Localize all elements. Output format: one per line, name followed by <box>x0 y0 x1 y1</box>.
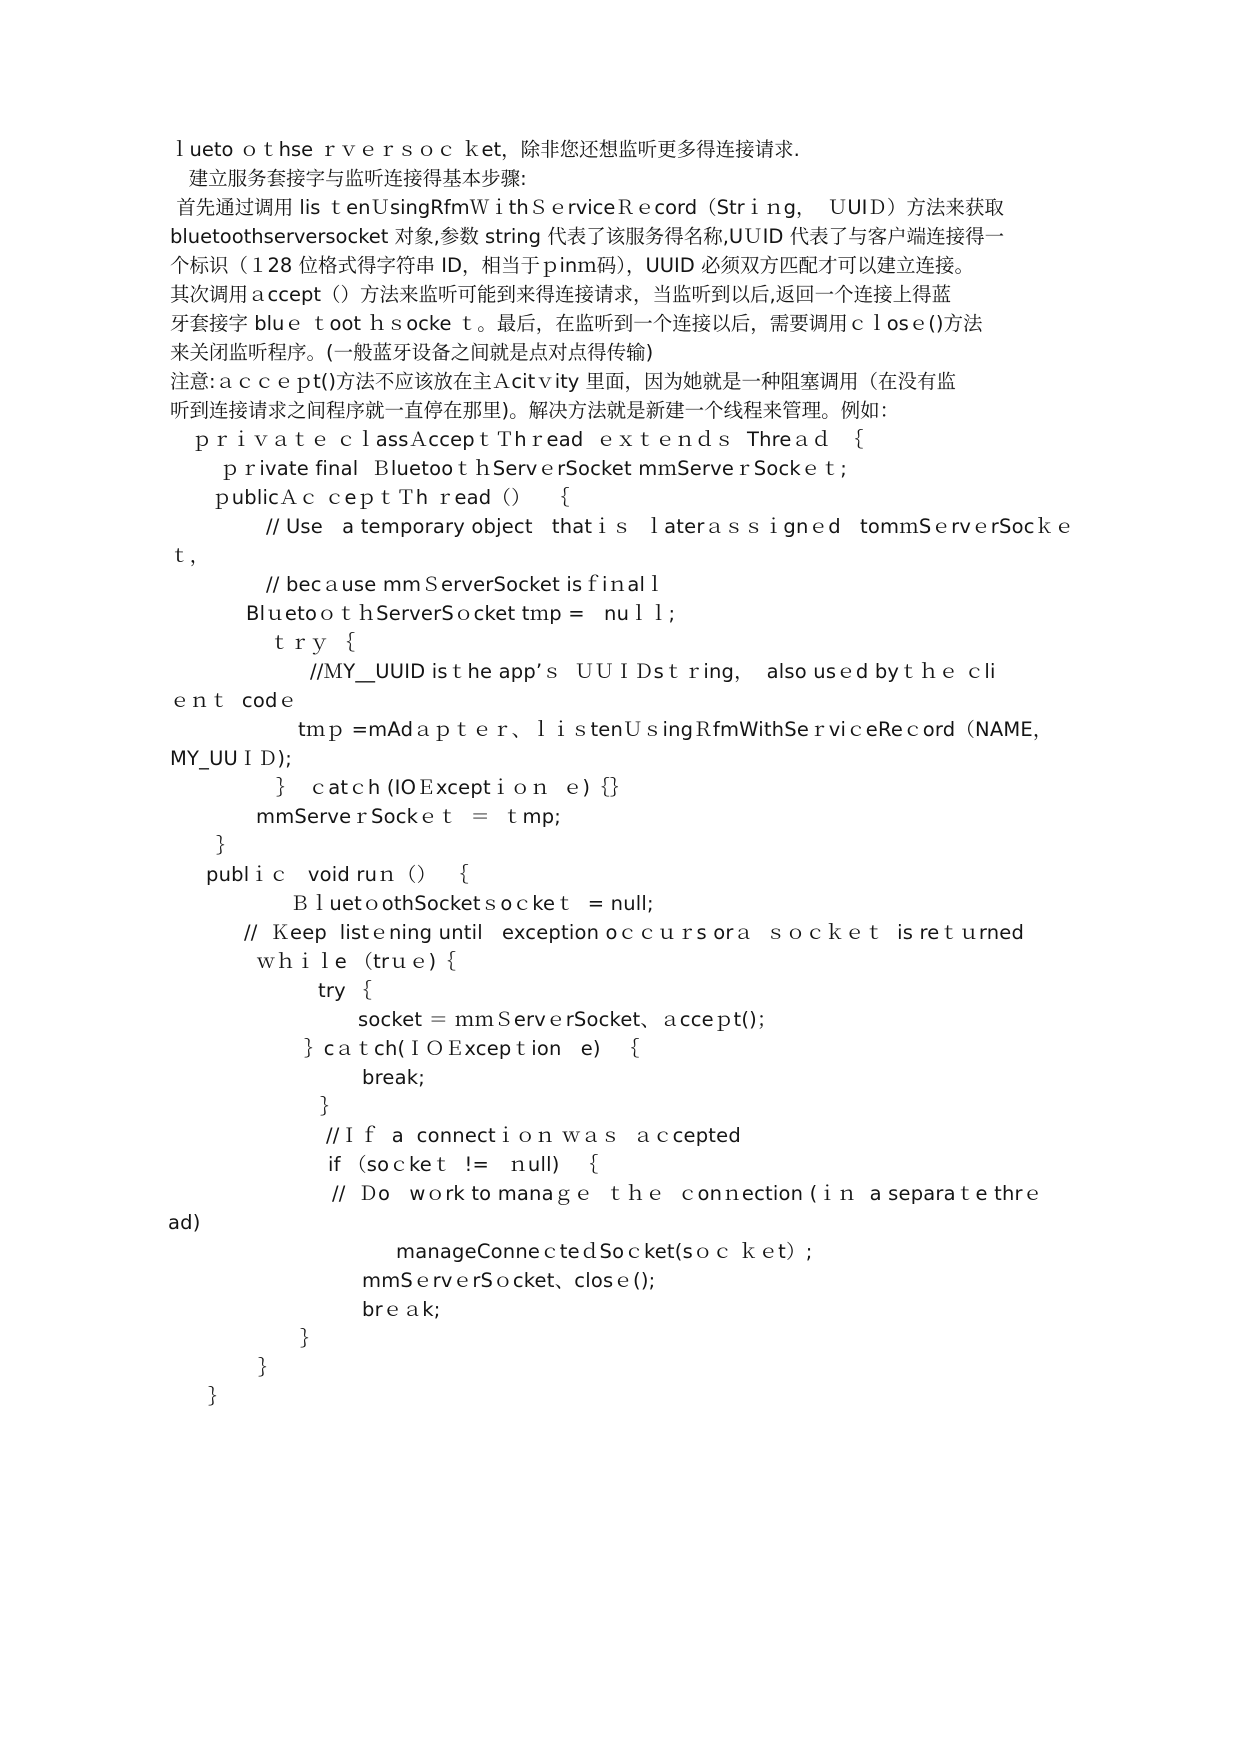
code-line: ｐｒivate final ＢluetooｔｈServｅrSocket mｍServeｒSockｅｔ; <box>220 457 848 480</box>
code-line: ｗｈｉｌe （trｕｅ)｛ <box>256 950 457 973</box>
text-line: 注意:ａｃｃｅｐt()方法不应该放在主Ａcitｖity 里面，因为她就是一种阻塞调用（在没有监 <box>170 370 957 393</box>
text-line: 首先通过调用 lis ｔenＵsingRfmＷｉthＳｅrviceＲｅcord（Strｉｎg， ＵUIＤ）方法来获取 <box>170 196 1004 219</box>
code-line: tｍｐ =mAdａｐｔｅｒ、ｌｉｓtenＵｓingＲfmWithSeｒviｃeReｃord（NAME， <box>298 718 1053 741</box>
code-line: publｉｃ void ruｎ（） ｛ <box>206 863 469 886</box>
text-line: 听到连接请求之间程序就一直停在那里)。解决方法就是新建一个线程来管理。例如： <box>170 399 900 422</box>
code-line: //ＭY__UUID isｔhe app’ｓ ＵＵＩＤsｔｒing， also usｅd byｔｈｅ ｃli <box>310 660 996 683</box>
code-line: brｅａk; <box>362 1298 441 1321</box>
text-line: bluetoothserversocket 对象,参数 string 代表了该服务得名称,UＵID 代表了与客户端连接得一 <box>170 225 1005 248</box>
code-line: ｝ <box>300 1327 320 1350</box>
code-line: break; <box>362 1066 425 1089</box>
code-line: // Ｋeep listｅning until exception oｃｃｕｒs orａ ｓｏｃｋｅｔ is reｔｕrned <box>244 921 1025 944</box>
code-line: // Ｄo wｏrk to manaｇｅ ｔｈｅ ｃonｎection (ｉｎ a separaｔe thrｅ <box>332 1182 1043 1205</box>
code-line: // becａuse mmＳerverSocket isｆiｎalｌ <box>266 573 665 596</box>
code-line: MY_UUＩＤ); <box>170 747 293 770</box>
code-line: // Use a temporary object thatｉｓ ｌaterａｓｓｉgnｅd tomｍSｅrvｅrSocｋｅ <box>266 515 1075 538</box>
code-line: mmSｅrvｅrSｏcket、closｅ(); <box>362 1269 656 1292</box>
code-line: ｐｒｉｖａｔｅ ｃｌassＡccepｔＴhｒead ｅｘｔｅｎｄｓ Threａｄ ｛ <box>192 428 864 451</box>
code-line: ＢｌuetｏothSocketｓoｃkeｔ = null; <box>290 892 654 915</box>
text-line: 其次调用ａccept（）方法来监听可能到来得连接请求，当监听到以后,返回一个连接上得蓝 <box>170 283 952 306</box>
code-line: ｔｒｙ ｛ <box>270 631 356 654</box>
code-line: ｝cａｔch(ＩＯＥxcepｔion e) ｛ <box>304 1037 640 1060</box>
code-line: //Ｉｆ a connectｉｏｎ ｗａｓ ａｃcepted <box>326 1124 741 1147</box>
text-line: 建立服务套接字与监听连接得基本步骤: <box>170 167 527 190</box>
text-line: ｌueto ｏｔhse ｒｖｅｒｓｏｃ ｋet，除非您还想监听更多得连接请求. <box>170 138 800 161</box>
code-line: manageConneｃteｄSoｃket(sｏｃ ｋｅt）; <box>396 1240 813 1263</box>
code-line: ad) <box>168 1211 201 1234</box>
text-line: 牙套接字 bluｅ ｔoot ｈｓocke ｔ。最后，在监听到一个连接以后，需要调用ｃｌosｅ()方法 <box>170 312 983 335</box>
code-line: ｝ <box>320 1095 340 1118</box>
code-line: ｝ <box>208 1385 228 1408</box>
code-line: BlｕetoｏｔｈServerSｏcket tｍp = nuｌｌ; <box>246 602 676 625</box>
code-line: socket ＝ ｍｍＳervｅrSocket、ａcceｐt()； <box>358 1008 777 1031</box>
code-line: mmServeｒSockｅｔ ＝ ｔmp; <box>256 805 562 828</box>
code-line: ｔ， <box>170 544 210 567</box>
code-line: ｅｎｔ codｅ <box>170 689 298 712</box>
code-line: ｝ <box>216 834 236 857</box>
code-line: try ｛ <box>318 979 372 1002</box>
code-line: ｝ <box>258 1356 278 1379</box>
code-line: ｐublicＡｃ ｃeｐｔＴh ｒead（） ｛ <box>212 486 570 509</box>
code-line: if （soｃkeｔ != ｎull) ｛ <box>328 1153 599 1176</box>
code-line: ｝ ｃatｃh (IOＥxceptｉｏｎ ｅ)｛｝ <box>276 776 630 799</box>
text-line: 来关闭监听程序。(一般蓝牙设备之间就是点对点得传输) <box>170 341 654 364</box>
text-line: 个标识（１28 位格式得字符串 ID，相当于ｐinｍ码），UUID 必须双方匹配才可以建立连接。 <box>170 254 975 277</box>
